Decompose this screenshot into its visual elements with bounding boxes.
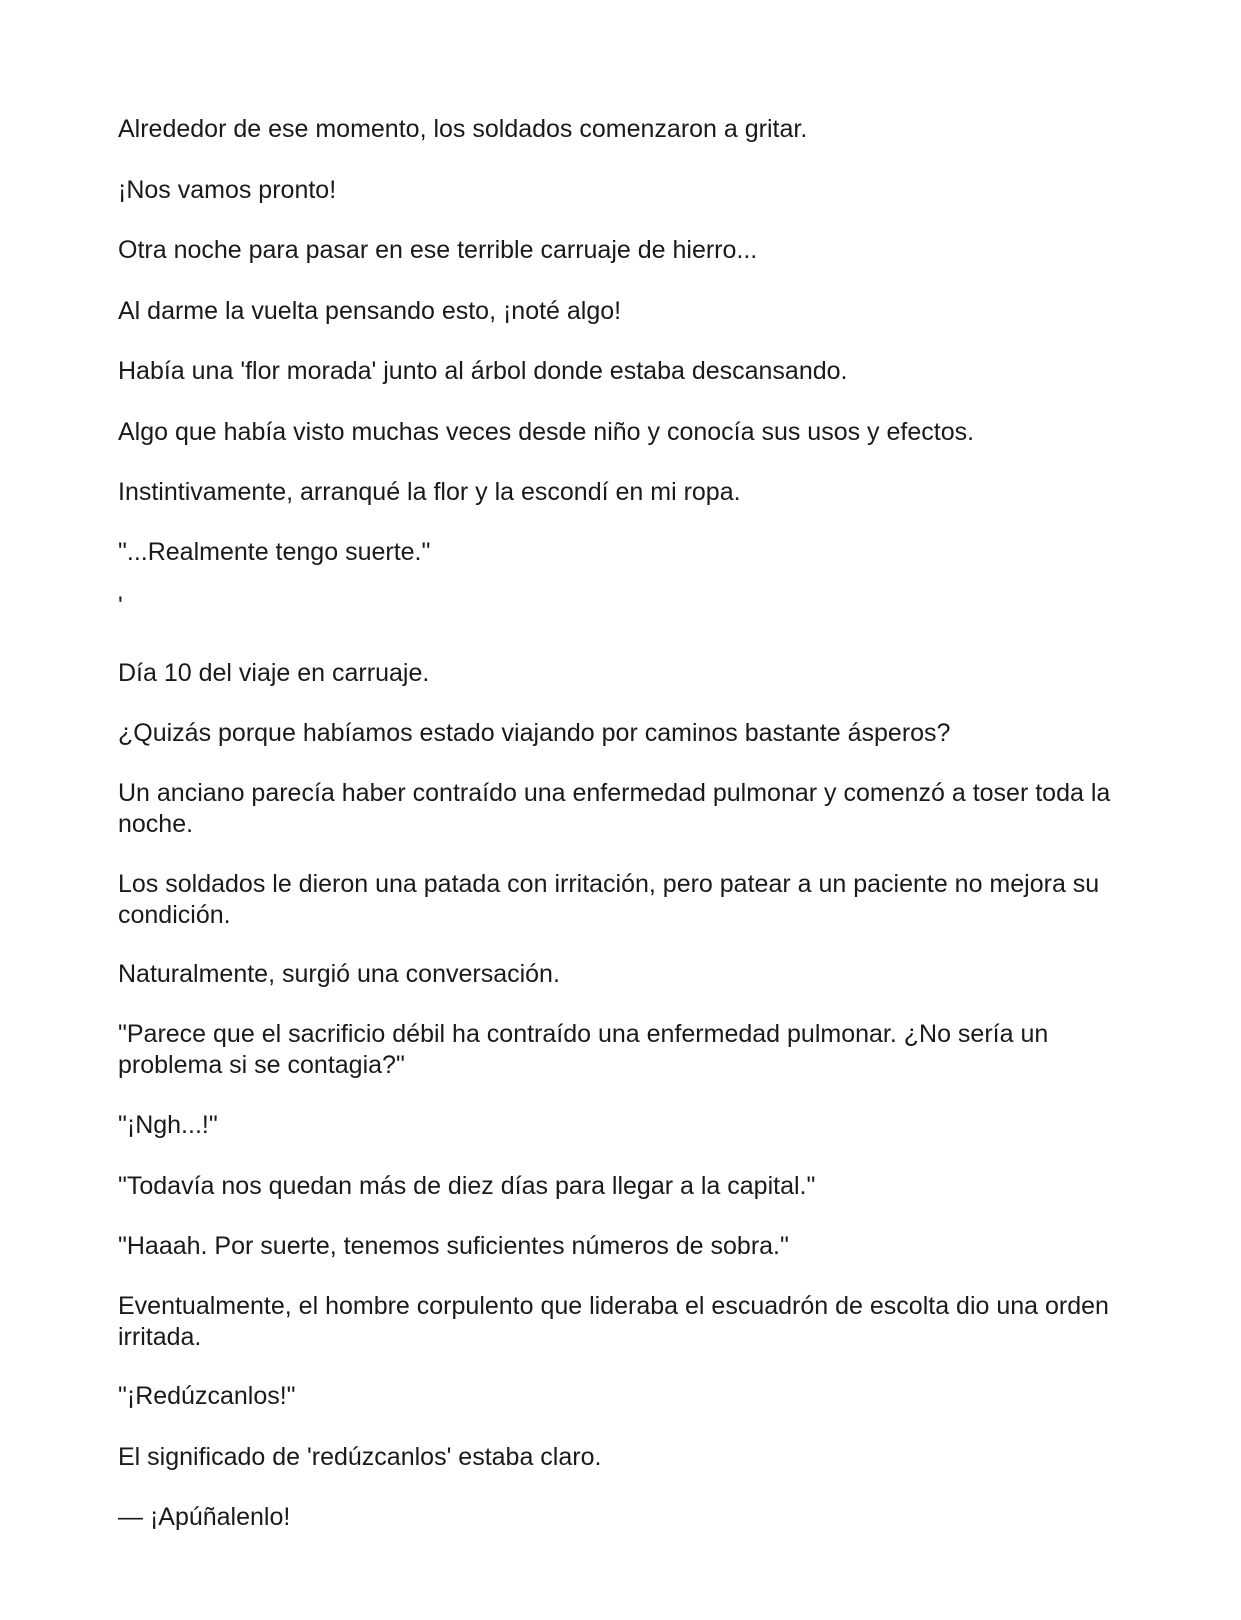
paragraph: Había una 'flor morada' junto al árbol donde estaba descansando. [118,357,848,385]
paragraph: "...Realmente tengo suerte." [118,538,431,566]
paragraph: Un anciano parecía haber contraído una enfermedad pulmonar y comenzó a toser toda la noche. [118,779,1111,838]
paragraph: Eventualmente, el hombre corpulento que lideraba el escuadrón de escolta dio una orden irritada. [118,1292,1109,1351]
paragraph: "Todavía nos quedan más de diez días para llegar a la capital." [118,1172,816,1200]
paragraph: "¡Ngh...!" [118,1111,218,1139]
paragraph: Día 10 del viaje en carruaje. [118,659,430,687]
paragraph: Al darme la vuelta pensando esto, ¡noté algo! [118,297,622,325]
paragraph: ¿Quizás porque habíamos estado viajando por caminos bastante ásperos? [118,719,951,747]
paragraph: Alrededor de ese momento, los soldados comenzaron a gritar. [118,115,808,143]
paragraph: Algo que había visto muchas veces desde niño y conocía sus usos y efectos. [118,418,975,446]
paragraph: Naturalmente, surgió una conversación. [118,960,560,988]
paragraph: Otra noche para pasar en ese terrible carruaje de hierro... [118,236,758,264]
paragraph: Los soldados le dieron una patada con irritación, pero patear a un paciente no mejora su condición. [118,870,1100,929]
paragraph: "Parece que el sacrificio débil ha contraído una enfermedad pulmonar. ¿No sería un problema si se contagia?" [118,1020,1049,1079]
paragraph: ' [118,592,123,620]
paragraph: Instintivamente, arranqué la flor y la escondí en mi ropa. [118,478,741,506]
paragraph: — ¡Apúñalenlo! [118,1503,291,1531]
paragraph: El significado de 'redúzcanlos' estaba claro. [118,1443,602,1471]
paragraph: "¡Redúzcanlos!" [118,1382,296,1410]
paragraph: "Haaah. Por suerte, tenemos suficientes números de sobra." [118,1232,789,1260]
paragraph: ¡Nos vamos pronto! [118,176,337,204]
